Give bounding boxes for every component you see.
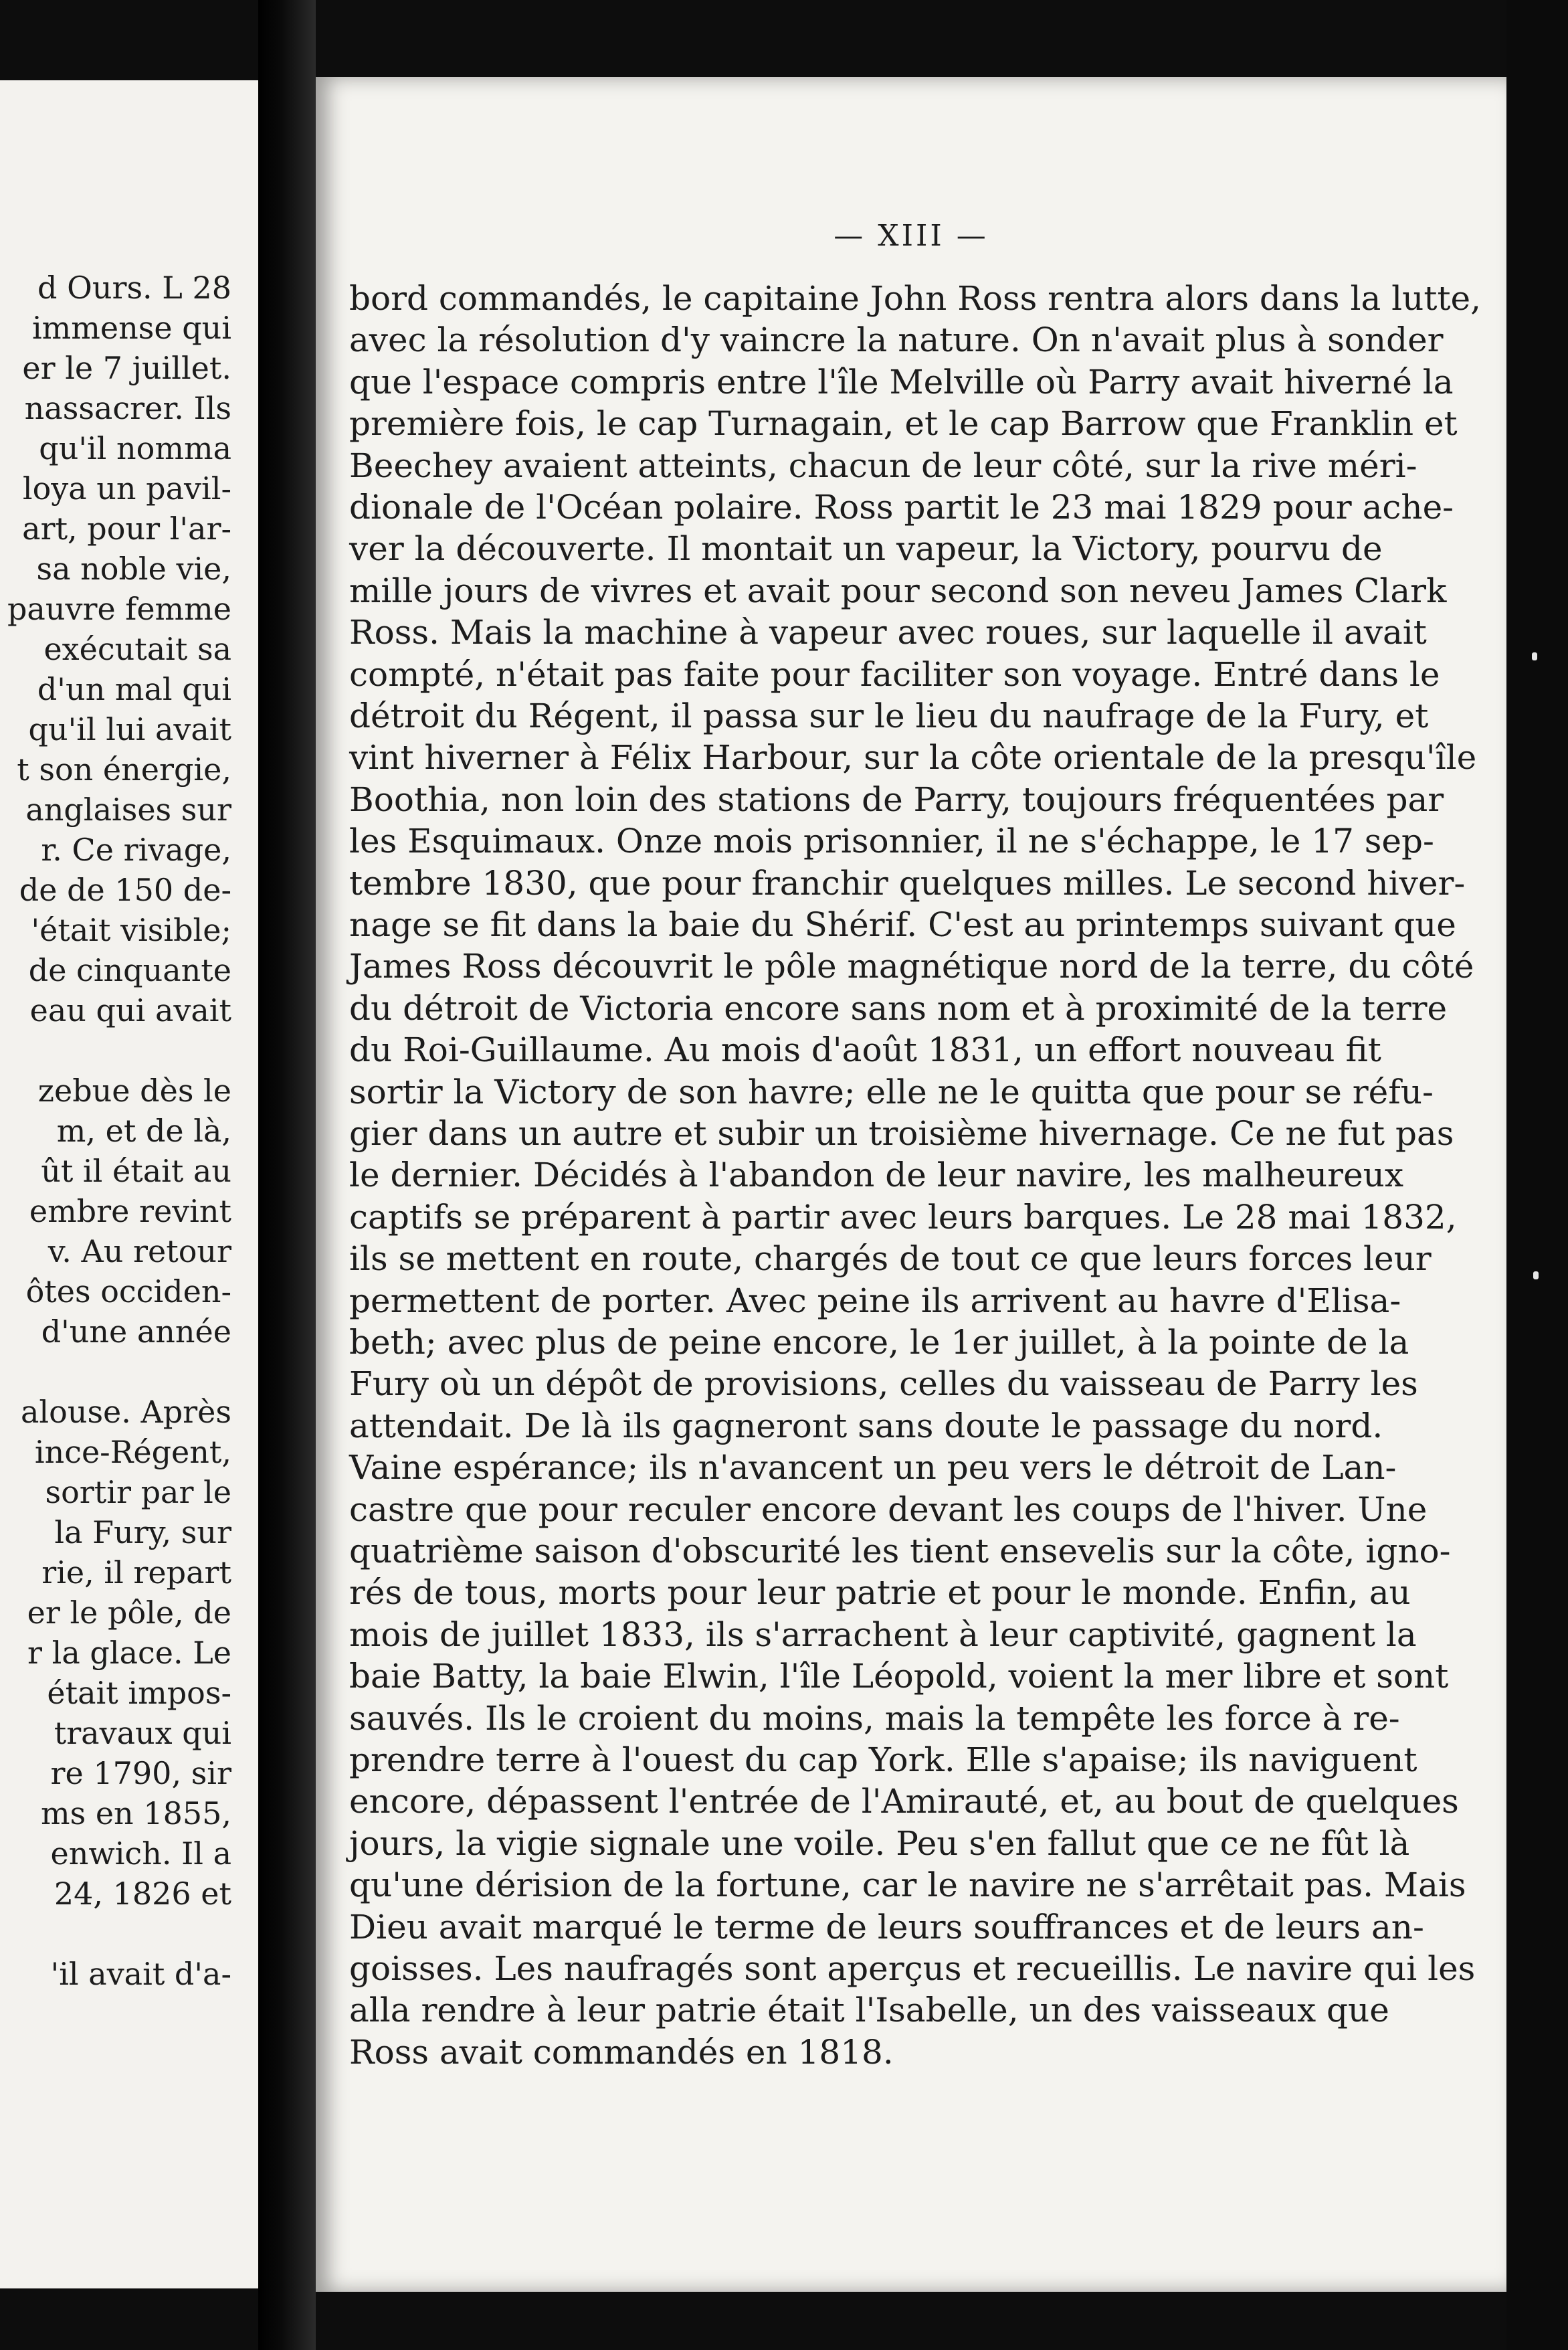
left-text-line: m, et de là, xyxy=(56,1113,231,1149)
left-text-line: exécutait sa xyxy=(43,631,231,667)
left-text-line: 'était visible; xyxy=(31,912,231,948)
left-text-line: nassacrer. Ils xyxy=(24,390,231,426)
body-text-line: Ross. Mais la machine à vapeur avec roues, sur laquelle il avait xyxy=(349,613,1427,652)
body-text-line: Boothia, non loin des stations de Parry, toujours fréquentées par xyxy=(349,780,1444,819)
body-text-line: goisses. Les naufragés sont aperçus et recueillis. Le navire qui les xyxy=(349,1949,1476,1988)
body-text-line: alla rendre à leur patrie était l'Isabelle, un des vaisseaux que xyxy=(349,1991,1389,2030)
left-text-line: zebue dès le xyxy=(37,1073,231,1109)
body-text-line: le dernier. Décidés à l'abandon de leur navire, les malheureux xyxy=(349,1156,1404,1195)
body-text-line: rés de tous, morts pour leur patrie et pour le monde. Enfin, au xyxy=(349,1573,1411,1613)
left-text-line: enwich. Il a xyxy=(50,1835,231,1872)
body-text-line: tembre 1830, que pour franchir quelques milles. Le second hiver- xyxy=(349,863,1466,903)
body-text-line: attendait. De là ils gagneront sans doute le passage du nord. xyxy=(349,1406,1383,1445)
body-text-line: du Roi-Guillaume. Au mois d'août 1831, un effort nouveau fit xyxy=(349,1030,1381,1070)
page-number: — XIII — xyxy=(834,219,989,253)
body-text-line: bord commandés, le capitaine John Ross rentra alors dans la lutte, xyxy=(349,279,1482,318)
body-text-line: sortir la Victory de son havre; elle ne le quitta que pour se réfu- xyxy=(349,1072,1434,1111)
left-text-line: t son énergie, xyxy=(17,751,231,788)
left-text-line: d Ours. L 28 xyxy=(37,270,231,306)
body-text-line: Beechey avaient atteints, chacun de leur côté, sur la rive méri- xyxy=(349,446,1417,485)
body-text-line: baie Batty, la baie Elwin, l'île Léopold, voient la mer libre et sont xyxy=(349,1657,1449,1696)
left-text-line: alouse. Après xyxy=(20,1394,231,1430)
left-text-line: sortir par le xyxy=(45,1474,231,1510)
body-text-line: gier dans un autre et subir un troisième hivernage. Ce ne fut pas xyxy=(349,1114,1454,1153)
left-text-line: art, pour l'ar- xyxy=(22,511,231,547)
body-text-line: Ross avait commandés en 1818. xyxy=(349,2032,894,2072)
left-text-line: ût il était au xyxy=(41,1153,231,1189)
body-text-line: beth; avec plus de peine encore, le 1er juillet, à la pointe de la xyxy=(349,1323,1409,1362)
left-text-line: était impos- xyxy=(47,1675,231,1711)
body-text-line: ils se mettent en route, chargés de tout ce que leurs forces leur xyxy=(349,1239,1432,1279)
left-text-line: pauvre femme xyxy=(7,591,231,627)
body-text-line: dionale de l'Océan polaire. Ross partit le 23 mai 1829 pour ache- xyxy=(349,488,1454,527)
scan-border xyxy=(1506,0,1568,2350)
left-text-line: v. Au retour xyxy=(47,1233,231,1269)
body-text-line: que l'espace compris entre l'île Melville où Parry avait hiverné la xyxy=(349,362,1454,401)
body-text-line: les Esquimaux. Onze mois prisonnier, il ne s'échappe, le 17 sep- xyxy=(349,822,1434,861)
left-text-line: eau qui avait xyxy=(29,992,231,1028)
body-text-line: ver la découverte. Il montait un vapeur, la Victory, pourvu de xyxy=(349,529,1383,569)
left-text-line: re 1790, sir xyxy=(50,1755,231,1791)
left-text-line: de de 150 de- xyxy=(19,872,231,908)
body-text-line: détroit du Régent, il passa sur le lieu du naufrage de la Fury, et xyxy=(349,697,1429,735)
body-text-line: captifs se préparent à partir avec leurs barques. Le 28 mai 1832, xyxy=(349,1197,1457,1237)
left-text-line: 24, 1826 et xyxy=(54,1876,231,1912)
left-text-line: r. Ce rivage, xyxy=(41,832,231,868)
left-text-line: de cinquante xyxy=(28,952,231,988)
body-text-line: sauvés. Ils le croient du moins, mais la tempête les force à re- xyxy=(349,1698,1400,1738)
book-gutter xyxy=(258,0,316,2350)
body-text-line: avec la résolution d'y vaincre la nature. On n'avait plus à sonder xyxy=(349,321,1444,360)
left-text-line: qu'il nomma xyxy=(39,430,231,466)
left-text-line: immense qui xyxy=(31,310,231,346)
left-text-line: qu'il lui avait xyxy=(28,711,231,747)
body-text-line: qu'une dérision de la fortune, car le navire ne s'arrêtait pas. Mais xyxy=(349,1866,1466,1905)
body-text-line: vint hiverner à Félix Harbour, sur la côte orientale de la presqu'île xyxy=(349,738,1477,778)
left-text-line: la Fury, sur xyxy=(54,1514,231,1550)
left-text-line: ince-Régent, xyxy=(34,1434,231,1470)
body-text-line: James Ross découvrit le pôle magnétique nord de la terre, du côté xyxy=(349,947,1474,986)
body-text-line: quatrième saison d'obscurité les tient ensevelis sur la côte, igno- xyxy=(349,1532,1451,1570)
body-text-line: compté, n'était pas faite pour faciliter son voyage. Entré dans le xyxy=(349,654,1440,694)
right-page xyxy=(316,77,1506,2292)
body-text-line: encore, dépassent l'entrée de l'Amirauté, et, au bout de quelques xyxy=(349,1782,1459,1821)
left-text-line: ôtes occiden- xyxy=(25,1273,231,1309)
left-text-line: loya un pavil- xyxy=(22,470,231,507)
body-text-line: permettent de porter. Avec peine ils arrivent au havre d'Elisa- xyxy=(349,1281,1401,1320)
body-text-line: prendre terre à l'ouest du cap York. Elle s'apaise; ils naviguent xyxy=(349,1740,1417,1779)
left-text-line: d'un mal qui xyxy=(37,671,231,707)
left-page-fragment xyxy=(0,80,258,2288)
left-text-line: ms en 1855, xyxy=(40,1795,231,1831)
left-text-line: er le pôle, de xyxy=(27,1595,231,1631)
left-text-line: rie, il repart xyxy=(41,1554,231,1591)
body-text-line: première fois, le cap Turnagain, et le cap Barrow que Franklin et xyxy=(349,404,1458,444)
left-text-line: 'il avait d'a- xyxy=(50,1956,231,1992)
body-text-line: Fury où un dépôt de provisions, celles du vaisseau de Parry les xyxy=(349,1364,1418,1404)
body-text-line: castre que pour reculer encore devant les coups de l'hiver. Une xyxy=(349,1489,1428,1529)
body-text-line: mois de juillet 1833, ils s'arrachent à leur captivité, gagnent la xyxy=(349,1615,1417,1654)
left-text-line: travaux qui xyxy=(54,1715,231,1751)
left-text-line: er le 7 juillet. xyxy=(22,350,231,386)
body-text-line: du détroit de Victoria encore sans nom et à proximité de la terre xyxy=(349,988,1448,1028)
body-text-line: jours, la vigie signale une voile. Peu s'en fallut que ce ne fût là xyxy=(349,1823,1410,1863)
body-text-line: nage se fit dans la baie du Shérif. C'est au printemps suivant que xyxy=(349,905,1456,944)
body-text-line: Dieu avait marqué le terme de leurs souffrances et de leurs an- xyxy=(349,1907,1424,1947)
scan-speck xyxy=(1533,1271,1539,1279)
left-text-line: anglaises sur xyxy=(25,792,231,828)
left-text-line: sa noble vie, xyxy=(36,551,231,587)
scan-speck xyxy=(1532,652,1537,660)
body-text-line: mille jours de vivres et avait pour second son neveu James Clark xyxy=(349,571,1447,610)
left-text-line: r la glace. Le xyxy=(27,1635,231,1671)
left-text-line: d'une année xyxy=(41,1314,231,1350)
left-text-line: embre revint xyxy=(29,1193,231,1229)
body-text-line: Vaine espérance; ils n'avancent un peu vers le détroit de Lan- xyxy=(349,1448,1397,1487)
